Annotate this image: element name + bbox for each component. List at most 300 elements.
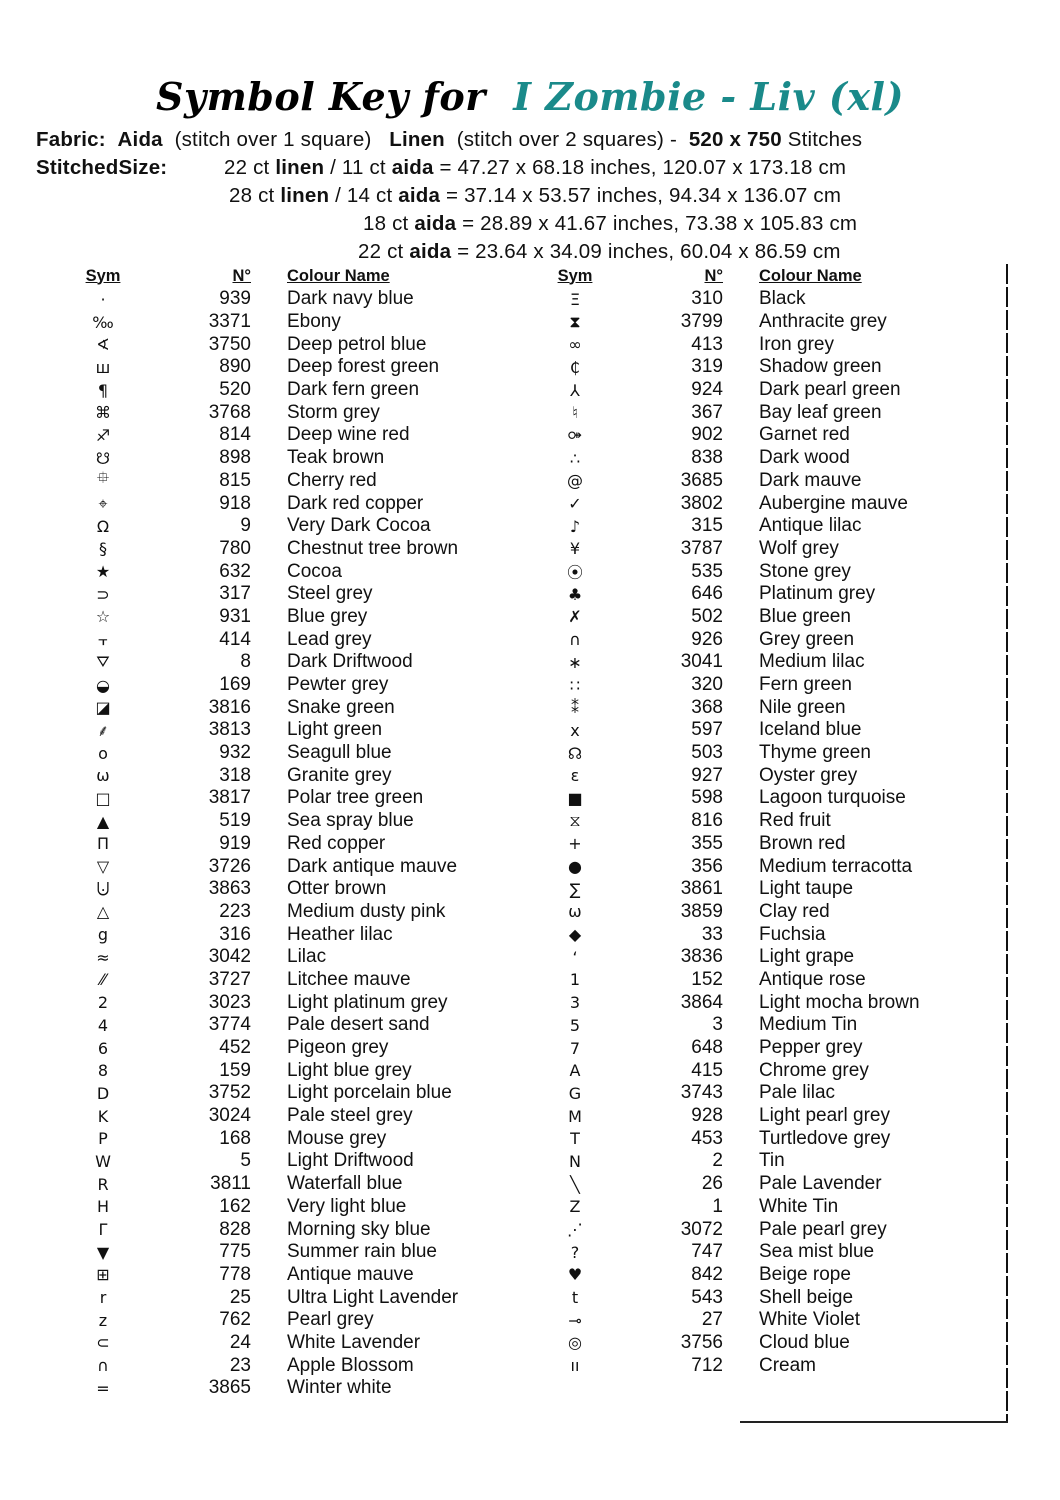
per-mille-icon: ‰ <box>92 312 114 332</box>
table-row <box>545 969 1005 992</box>
table-row <box>73 1150 533 1173</box>
linked-circles-icon: ⚩ <box>568 425 582 445</box>
bullseye-icon: ◎ <box>568 1333 582 1353</box>
colour-number: 918 <box>219 492 251 514</box>
colour-number: 3787 <box>680 537 723 559</box>
colour-name: Waterfall blue <box>287 1173 403 1195</box>
colour-number: 898 <box>219 447 251 469</box>
colour-name: White Tin <box>759 1195 839 1217</box>
half-square-icon: ◪ <box>95 698 111 718</box>
title-prefix: Symbol Key for <box>156 74 486 119</box>
colour-name: Otter brown <box>287 878 387 900</box>
colour-number: 842 <box>691 1263 723 1285</box>
arch-dot-icon: ∩ <box>569 630 581 650</box>
table-row <box>73 333 533 356</box>
colour-number: 3041 <box>680 651 723 673</box>
union-dot-icon: ⨃ <box>96 879 110 899</box>
colour-name: Red fruit <box>759 810 831 832</box>
colour-name: Seagull blue <box>287 742 392 764</box>
letter-r-icon: R <box>97 1174 109 1194</box>
fabric-linen: Linen <box>389 128 445 151</box>
table-row <box>73 1309 533 1332</box>
letter-t-small-icon: t <box>571 1288 579 1308</box>
approx-icon: ≈ <box>96 947 110 967</box>
colour-number: 762 <box>219 1309 251 1331</box>
double-bar-icon: ıı <box>570 1356 580 1376</box>
colour-number: 778 <box>219 1263 251 1285</box>
colour-name: Apple Blossom <box>287 1354 414 1376</box>
table-row <box>545 1354 1005 1377</box>
letter-g-upper-icon: G <box>568 1083 582 1103</box>
down-triangle-outline-icon: ▽ <box>96 857 110 877</box>
colour-name: Bay leaf green <box>759 401 882 423</box>
colour-name: Deep petrol blue <box>287 333 427 355</box>
colour-name: Lead grey <box>287 628 372 650</box>
table-row <box>545 742 1005 765</box>
digit-5-icon: 5 <box>569 1015 581 1035</box>
colour-name: Snake green <box>287 696 395 718</box>
colour-number: 27 <box>701 1309 723 1331</box>
at-icon: @ <box>567 471 583 491</box>
table-row <box>545 515 1005 538</box>
colour-name: Cloud blue <box>759 1331 850 1353</box>
colour-name: Dark mauve <box>759 469 862 491</box>
letter-z-small-icon: z <box>98 1310 108 1330</box>
right-border <box>1006 264 1008 1422</box>
colour-number: 223 <box>219 900 251 922</box>
table-row <box>73 379 533 402</box>
colour-number: 3799 <box>680 311 723 333</box>
size-line <box>363 212 857 236</box>
table-row <box>545 855 1005 878</box>
colour-number: 828 <box>219 1218 251 1240</box>
colour-number: 8 <box>240 651 251 673</box>
yen-icon: ¥ <box>569 539 581 559</box>
table-row <box>73 1241 533 1264</box>
table-row <box>545 1037 1005 1060</box>
infinity-icon: ∞ <box>568 335 582 355</box>
colour-name: Wolf grey <box>759 537 839 559</box>
colour-name: Dark red copper <box>287 492 424 514</box>
table-row <box>545 1059 1005 1082</box>
colour-number: 3024 <box>208 1105 251 1127</box>
colour-name: Light blue grey <box>287 1059 412 1081</box>
table-row <box>73 833 533 856</box>
stitch-label: Stitches <box>787 128 863 151</box>
colour-number: 3816 <box>208 696 251 718</box>
table-row <box>73 1332 533 1355</box>
fork-icon: ⫟ <box>98 629 108 649</box>
size-dimensions: = 47.27 x 68.18 inches, 120.07 x 173.18 cm <box>439 156 847 179</box>
table-row <box>545 606 1005 629</box>
colour-name: Pale pearl grey <box>759 1218 887 1240</box>
xi-icon: Ξ <box>569 289 581 309</box>
ascending-node-icon: ☊ <box>567 743 583 763</box>
table-row <box>545 311 1005 334</box>
digit-4-icon: 4 <box>97 1015 109 1035</box>
colour-name: Aubergine mauve <box>759 492 908 514</box>
colour-name: Medium dusty pink <box>287 900 446 922</box>
colour-number: 3774 <box>208 1014 251 1036</box>
table-row <box>545 651 1005 674</box>
diamond-filled-icon: ◆ <box>568 925 582 945</box>
colour-name: Dark navy blue <box>287 288 414 310</box>
colour-name: Red copper <box>287 832 386 854</box>
table-row <box>73 1082 533 1105</box>
page-title <box>0 74 1060 119</box>
table-row <box>73 696 533 719</box>
letter-d-icon: D <box>96 1083 110 1103</box>
colour-number: 3042 <box>208 946 251 968</box>
pi-icon: Π <box>96 834 110 854</box>
stitch-count: 520 x 750 <box>688 128 782 151</box>
letter-h-icon: H <box>96 1197 110 1217</box>
rotated-three-icon: ω <box>96 766 110 786</box>
digit-8-icon: 8 <box>97 1061 109 1081</box>
colour-number: 3 <box>712 1014 723 1036</box>
table-row <box>545 833 1005 856</box>
colour-number: 597 <box>691 719 723 741</box>
letter-z-icon: Z <box>569 1197 581 1217</box>
colour-number: 543 <box>691 1286 723 1308</box>
asterisk-icon: ∗ <box>568 652 582 672</box>
colour-number: 159 <box>219 1059 251 1081</box>
letter-g-icon: g <box>97 925 109 945</box>
table-row <box>545 946 1005 969</box>
music-note-icon: ♪ <box>569 516 581 536</box>
colour-name: Deep forest green <box>287 356 440 378</box>
circle-filled-icon: ● <box>568 857 582 877</box>
colour-number: 3802 <box>680 492 723 514</box>
pilcrow-icon: ¶ <box>97 380 109 400</box>
colour-name: Pearl grey <box>287 1309 374 1331</box>
digit-1-icon: 1 <box>569 970 581 990</box>
colour-number: 931 <box>219 605 251 627</box>
table-row <box>545 696 1005 719</box>
colour-name: Fuchsia <box>759 923 826 945</box>
colour-number: 3811 <box>210 1173 251 1195</box>
colour-number: 632 <box>219 560 251 582</box>
size-fabric: linen <box>280 184 330 207</box>
table-row <box>545 674 1005 697</box>
table-header <box>73 264 533 288</box>
triangle-filled-icon: ▲ <box>96 811 110 831</box>
colour-number: 520 <box>219 379 251 401</box>
colour-name: Blue grey <box>287 605 368 627</box>
colour-name: Lilac <box>287 946 327 968</box>
colour-name: Black <box>759 288 806 310</box>
digit-2-icon: 2 <box>97 993 109 1013</box>
table-row <box>73 606 533 629</box>
colour-number: 927 <box>691 764 723 786</box>
colour-name: Dark wood <box>759 447 850 469</box>
colour-name: Medium terracotta <box>759 855 913 877</box>
colour-name: Antique rose <box>759 968 866 990</box>
colour-number: 3072 <box>680 1218 723 1240</box>
table-row <box>73 1105 533 1128</box>
table-row <box>73 719 533 742</box>
digit-3-icon: 3 <box>569 993 581 1013</box>
header-sym: Sym <box>557 266 593 285</box>
circled-spade-icon: ⦿ <box>566 563 583 583</box>
colour-name: Beige rope <box>759 1263 851 1285</box>
four-dots-icon: ∷ <box>569 675 581 695</box>
omega-small-icon: ω <box>568 902 582 922</box>
table-row <box>73 492 533 515</box>
cyrillic-sha-icon: ш <box>95 357 111 377</box>
table-row <box>73 356 533 379</box>
colour-name: Grey green <box>759 628 855 650</box>
table-row <box>545 492 1005 515</box>
plus-icon: + <box>568 834 582 854</box>
colour-name: Garnet red <box>759 424 850 446</box>
table-row <box>545 424 1005 447</box>
header-num: N° <box>704 266 723 285</box>
table-row <box>73 583 533 606</box>
colour-name: Pale desert sand <box>287 1014 430 1036</box>
triangle-outline-icon: △ <box>96 902 110 922</box>
colour-name: Cream <box>759 1354 817 1376</box>
colour-number: 319 <box>691 356 723 378</box>
table-row <box>73 288 533 311</box>
colour-number: 3861 <box>680 878 723 900</box>
colour-name: Pale Lavender <box>759 1173 882 1195</box>
table-row <box>73 1354 533 1377</box>
comma-icon: ‘ <box>572 947 578 967</box>
fabric-line <box>36 128 862 152</box>
table-row <box>73 991 533 1014</box>
table-row <box>73 470 533 493</box>
colour-number: 747 <box>691 1241 723 1263</box>
colour-number: 815 <box>219 469 251 491</box>
colour-number: 33 <box>701 923 723 945</box>
question-icon: ? <box>570 1242 580 1262</box>
hourglass-filled-icon: ⧗ <box>569 312 581 332</box>
colour-name: Oyster grey <box>759 764 858 786</box>
colour-name: Platinum grey <box>759 583 876 605</box>
colour-number: 5 <box>240 1150 251 1172</box>
table-row <box>73 901 533 924</box>
colour-number: 890 <box>219 356 251 378</box>
colour-number: 9 <box>240 515 251 537</box>
table-row <box>73 515 533 538</box>
backslash-icon: ╲ <box>570 1174 580 1194</box>
colour-number: 24 <box>229 1331 251 1353</box>
colour-name: Light Driftwood <box>287 1150 414 1172</box>
colour-number: 355 <box>691 832 723 854</box>
letter-a-icon: A <box>569 1061 581 1081</box>
colour-name: Light grape <box>759 946 855 968</box>
table-row <box>73 424 533 447</box>
letter-n-icon: N <box>569 1151 581 1171</box>
table-row <box>73 560 533 583</box>
therefore-icon: ∴ <box>569 448 581 468</box>
colour-name: Sea spray blue <box>287 810 414 832</box>
colour-number: 928 <box>691 1105 723 1127</box>
half-circle-icon: ◒ <box>96 675 110 695</box>
colour-number: 3743 <box>680 1082 723 1104</box>
stitched-size-label-text: StitchedSize: <box>36 156 168 179</box>
colour-number: 3817 <box>208 787 251 809</box>
size-line <box>229 184 841 208</box>
size-line <box>224 156 846 180</box>
leaf-icon: ⸙ <box>96 721 109 741</box>
colour-number: 646 <box>691 583 723 605</box>
colour-number: 503 <box>691 742 723 764</box>
header-name: Colour Name <box>759 266 862 285</box>
colour-name: Sea mist blue <box>759 1241 875 1263</box>
colour-name: Granite grey <box>287 764 392 786</box>
colour-number: 3750 <box>208 333 251 355</box>
table-row <box>73 1377 533 1400</box>
colour-name: Pewter grey <box>287 674 389 696</box>
table-row <box>545 1150 1005 1173</box>
size-fabric: aida <box>409 240 452 263</box>
colour-name: Medium Tin <box>759 1014 858 1036</box>
plus-square-icon: ⊞ <box>96 1265 110 1285</box>
size-count: 18 ct <box>363 212 409 235</box>
table-row <box>545 878 1005 901</box>
colour-number: 315 <box>691 515 723 537</box>
omega-icon: Ω <box>96 516 110 536</box>
colour-name: Light porcelain blue <box>287 1082 452 1104</box>
table-row <box>545 288 1005 311</box>
table-row <box>73 764 533 787</box>
node-icon: ☋ <box>95 448 111 468</box>
table-row <box>545 583 1005 606</box>
fabric-aida-note: (stitch over 1 square) <box>174 128 372 151</box>
colour-name: Chestnut tree brown <box>287 537 459 559</box>
table-row <box>73 628 533 651</box>
fabric-linen-note: (stitch over 2 squares) - <box>456 128 678 151</box>
table-row <box>545 1309 1005 1332</box>
colour-name: Very light blue <box>287 1195 407 1217</box>
colour-number: 25 <box>229 1286 251 1308</box>
colour-number: 162 <box>219 1195 251 1217</box>
cross-dots-icon: ✗ <box>568 607 582 627</box>
colour-number: 414 <box>219 628 251 650</box>
colour-number: 317 <box>219 583 251 605</box>
down-triangle-icon: ⛛ <box>96 652 110 672</box>
colour-name: Deep wine red <box>287 424 410 446</box>
colour-name: Cherry red <box>287 469 377 491</box>
colour-number: 310 <box>691 288 723 310</box>
hourglass-outline-icon: ⧖ <box>569 811 581 831</box>
table-row <box>73 810 533 833</box>
table-row <box>545 401 1005 424</box>
colour-name: Very Dark Cocoa <box>287 515 431 537</box>
dot-line-icon: ⊸ <box>568 1310 582 1330</box>
table-row <box>73 742 533 765</box>
colour-name: Light platinum grey <box>287 991 448 1013</box>
table-row <box>545 1014 1005 1037</box>
colour-number: 3756 <box>680 1331 723 1353</box>
size-fabric: linen <box>275 156 325 179</box>
colour-number: 23 <box>229 1354 251 1376</box>
diagonal-dots-icon: ⋰ <box>567 1220 583 1240</box>
table-row <box>545 991 1005 1014</box>
table-row <box>73 787 533 810</box>
colour-number: 3865 <box>208 1377 251 1399</box>
colour-number: 367 <box>691 401 723 423</box>
header-num: N° <box>232 266 251 285</box>
colour-name: Turtledove grey <box>759 1127 891 1149</box>
table-row <box>73 1014 533 1037</box>
colour-name: Litchee mauve <box>287 968 411 990</box>
cedi-icon: ₵ <box>569 357 581 377</box>
colour-name: Morning sky blue <box>287 1218 431 1240</box>
colour-name: Polar tree green <box>287 787 424 809</box>
colour-number: 3768 <box>208 401 251 423</box>
colour-name: Summer rain blue <box>287 1241 437 1263</box>
colour-name: Chrome grey <box>759 1059 869 1081</box>
gamma-icon: Γ <box>98 1220 108 1240</box>
size-dimensions: = 23.64 x 34.09 inches, 60.04 x 86.59 cm <box>457 240 841 263</box>
table-row <box>545 1241 1005 1264</box>
colour-name: Heather lilac <box>287 923 393 945</box>
table-row <box>545 1082 1005 1105</box>
colour-name: Stone grey <box>759 560 851 582</box>
colour-name: Fern green <box>759 674 852 696</box>
colour-number: 712 <box>691 1354 723 1376</box>
table-row <box>545 787 1005 810</box>
colour-name: Blue green <box>759 605 851 627</box>
table-row <box>73 1196 533 1219</box>
colour-name: Iron grey <box>759 333 834 355</box>
check-icon: ✓ <box>568 494 582 514</box>
colour-number: 3863 <box>208 878 251 900</box>
colour-number: 368 <box>691 696 723 718</box>
colour-name: Storm grey <box>287 401 380 423</box>
table-row <box>545 379 1005 402</box>
fabric-label: Fabric: <box>36 128 106 151</box>
colour-name: Antique mauve <box>287 1263 414 1285</box>
colour-number: 648 <box>691 1037 723 1059</box>
size-fabric-2: aida <box>391 156 434 179</box>
colour-number: 26 <box>701 1173 723 1195</box>
colour-name: White Lavender <box>287 1331 421 1353</box>
colour-name: Dark pearl green <box>759 379 901 401</box>
colour-name: Dark fern green <box>287 379 420 401</box>
colour-number: 902 <box>691 424 723 446</box>
colour-number: 775 <box>219 1241 251 1263</box>
colour-name: Winter white <box>287 1377 392 1399</box>
sigma-icon: ∑ <box>569 879 581 899</box>
colour-name: Nile green <box>759 696 846 718</box>
star-filled-icon: ★ <box>95 562 111 582</box>
table-row <box>73 878 533 901</box>
colour-name: Steel grey <box>287 583 373 605</box>
star-outline-icon: ☆ <box>95 607 111 627</box>
superset-icon: ⊃ <box>96 584 110 604</box>
table-row <box>73 946 533 969</box>
colour-number: 924 <box>691 379 723 401</box>
size-fabric: aida <box>414 212 457 235</box>
colour-name: Pale lilac <box>759 1082 836 1104</box>
table-row <box>73 855 533 878</box>
colour-name: Antique lilac <box>759 515 862 537</box>
colour-name: Brown red <box>759 832 846 854</box>
table-row <box>545 1105 1005 1128</box>
dot-icon: · <box>100 289 106 309</box>
table-row <box>73 923 533 946</box>
colour-number: 356 <box>691 855 723 877</box>
symbol-key-left <box>73 264 533 1400</box>
club-icon: ♣ <box>567 584 583 604</box>
colour-number: 939 <box>219 288 251 310</box>
colour-number: 415 <box>691 1059 723 1081</box>
colour-number: 320 <box>691 674 723 696</box>
